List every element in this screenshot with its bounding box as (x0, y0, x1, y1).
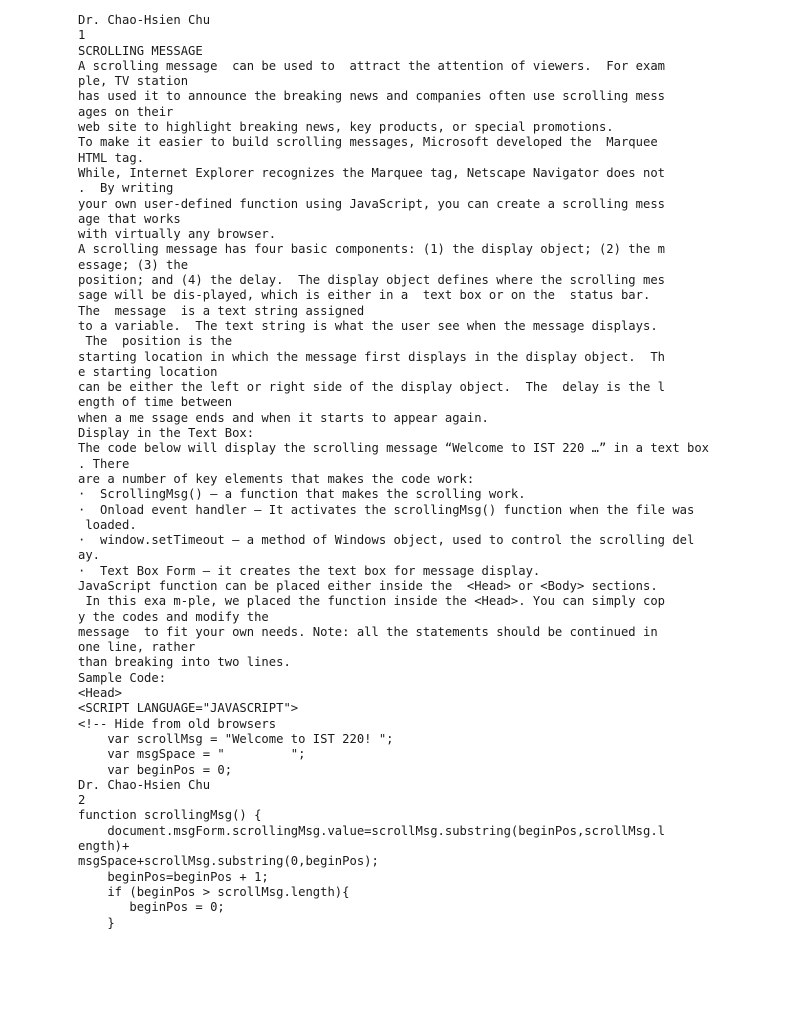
text-line: <!-- Hide from old browsers (78, 716, 277, 731)
text-line: 1 (78, 28, 86, 43)
text-line: function scrollingMsg() { (78, 808, 262, 823)
text-line: · Text Box Form – it creates the text box for message display. (78, 563, 541, 578)
text-line: with virtually any browser. (78, 227, 277, 242)
text-line: message to fit your own needs. Note: all the statements should be continued in (78, 624, 658, 639)
text-line: While, Internet Explorer recognizes the Marquee tag, Netscape Navigator does not (78, 165, 665, 180)
text-line: when a me ssage ends and when it starts to appear again. (78, 410, 489, 425)
text-line: sage will be dis-played, which is either in a text box or on the status bar. (78, 288, 651, 303)
text-line: var scrollMsg = "Welcome to IST 220! "; (78, 731, 394, 746)
text-line: · window.setTimeout – a method of Windows object, used to control the scrolling del (78, 533, 695, 548)
text-line: Dr. Chao-Hsien Chu (78, 777, 211, 792)
text-line: msgSpace+scrollMsg.substring(0,beginPos); (78, 854, 379, 869)
text-line: A scrolling message has four basic components: (1) the display object; (2) the m (78, 242, 665, 257)
text-line: ages on their (78, 104, 174, 119)
text-line: are a number of key elements that makes the code work: (78, 471, 475, 486)
text-line: starting location in which the message first displays in the display object. Th (78, 349, 665, 364)
text-line: The position is the (78, 334, 233, 349)
text-line: age that works (78, 211, 181, 226)
text-line: to a variable. The text string is what the user see when the message displays. (78, 318, 658, 333)
text-line: one line, rather (78, 640, 196, 655)
text-line: . There (78, 456, 130, 471)
text-line: Display in the Text Box: (78, 426, 255, 441)
text-line: position; and (4) the delay. The display object defines where the scrolling mes (78, 273, 665, 288)
text-line: can be either the left or right side of the display object. The delay is the l (78, 380, 665, 395)
text-line: var msgSpace = " "; (78, 747, 306, 762)
text-line: var beginPos = 0; (78, 762, 233, 777)
text-line: than breaking into two lines. (78, 655, 291, 670)
text-line: } (78, 915, 115, 930)
text-line: essage; (3) the (78, 257, 189, 272)
text-line: The code below will display the scrolling message “Welcome to IST 220 …” in a text box (78, 441, 710, 456)
text-line: ength)+ (78, 839, 130, 854)
text-line: ay. (78, 548, 101, 563)
text-line: loaded. (78, 517, 137, 532)
text-line: · Onload event handler – It activates the scrollingMsg() function when the file was (78, 502, 695, 517)
text-line: y the codes and modify the (78, 609, 269, 624)
text-line: . By writing (78, 181, 174, 196)
text-line: 2 (78, 793, 86, 808)
text-line: ple, TV station (78, 74, 189, 89)
text-line: beginPos=beginPos + 1; (78, 869, 269, 884)
text-line: Sample Code: (78, 670, 167, 685)
text-line: ength of time between (78, 395, 233, 410)
text-line: · ScrollingMsg() – a function that makes the scrolling work. (78, 487, 526, 502)
text-line: A scrolling message can be used to attract the attention of viewers. For exam (78, 58, 665, 73)
text-line: beginPos = 0; (78, 900, 225, 915)
text-line: The message is a text string assigned (78, 303, 365, 318)
text-line: To make it easier to build scrolling messages, Microsoft developed the Marquee (78, 135, 658, 150)
text-line: In this exa m-ple, we placed the function inside the <Head>. You can simply cop (78, 594, 665, 609)
text-line: your own user-defined function using JavaScript, you can create a scrolling mess (78, 196, 665, 211)
text-line: web site to highlight breaking news, key products, or special promotions. (78, 120, 614, 135)
text-line: <Head> (78, 686, 123, 701)
text-line: Dr. Chao-Hsien Chu (78, 13, 211, 27)
text-line: if (beginPos > scrollMsg.length){ (78, 884, 350, 899)
text-line: <SCRIPT LANGUAGE="JAVASCRIPT"> (78, 701, 299, 716)
text-line: HTML tag. (78, 150, 145, 165)
text-line: SCROLLING MESSAGE (78, 43, 203, 58)
text-line: document.msgForm.scrollingMsg.value=scrollMsg.substring(beginPos,scrollMsg.l (78, 823, 665, 838)
text-line: has used it to announce the breaking news and companies often use scrolling mess (78, 89, 665, 104)
document-page (78, 13, 778, 931)
text-line: JavaScript function can be placed either inside the <Head> or <Body> sections. (78, 578, 658, 593)
text-line: e starting location (78, 364, 218, 379)
